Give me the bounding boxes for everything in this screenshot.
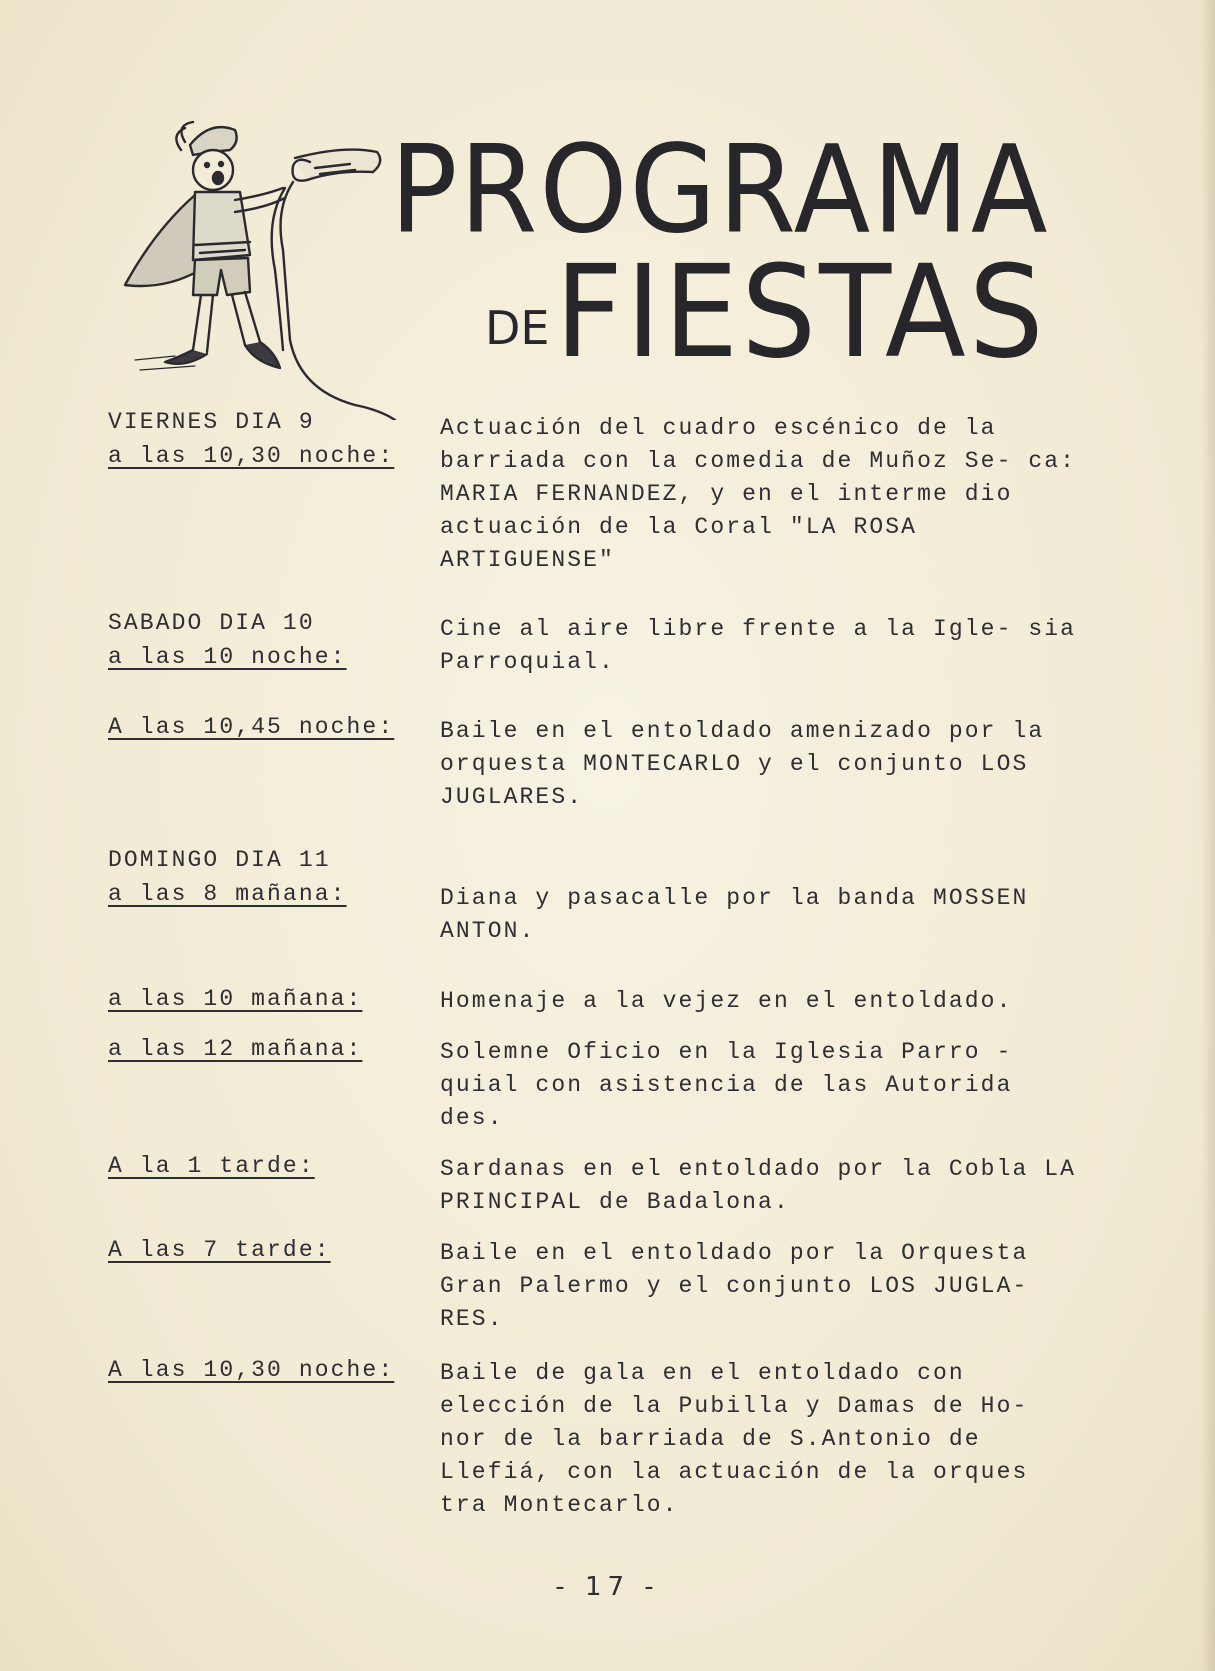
event-description: Solemne Oficio en la Iglesia Parro - quial con asistencia de las Autorida des. xyxy=(440,1039,1013,1131)
time-label: A las 10,30 noche: xyxy=(108,1357,395,1383)
event-description: Homenaje a la vejez en el entoldado. xyxy=(440,988,1013,1014)
event-description: Sardanas en el entoldado por la Cobla LA PRINCIPAL de Badalona. xyxy=(440,1156,1077,1215)
time-label: a las 10 noche: xyxy=(108,644,347,670)
event-description: Baile de gala en el entoldado con elección de la Pubilla y Damas de Ho- nor de la barriada de S.Antonio de Llefiá, con la actuación de la orques tra Montecarlo. xyxy=(440,1360,1029,1518)
day-label: DOMINGO DIA 11 xyxy=(108,847,331,873)
time-label: a las 8 mañana: xyxy=(108,881,347,907)
event-description: Baile en el entoldado por la Orquesta Gran Palermo y el conjunto LOS JUGLA- RES. xyxy=(440,1240,1029,1332)
day-label: VIERNES DIA 9 xyxy=(108,409,315,435)
page-number: - 17 - xyxy=(555,1572,660,1602)
time-label: A la 1 tarde: xyxy=(108,1153,315,1179)
event-description: Cine al aire libre frente a la Igle- sia Parroquial. xyxy=(440,616,1077,675)
event-description: Actuación del cuadro escénico de la barriada con la comedia de Muñoz Se- ca: MARIA FERNANDEZ, y en el interme dio actuación de la Coral "LA ROSA ARTIGUENSE" xyxy=(440,415,1077,573)
title-de: DE xyxy=(485,301,550,355)
title-fiestas: FIESTAS xyxy=(555,237,1047,387)
time-label: a las 10,30 noche: xyxy=(108,443,395,469)
time-label: a las 12 mañana: xyxy=(108,1036,363,1062)
time-label: A las 7 tarde: xyxy=(108,1237,331,1263)
event-description: Baile en el entoldado amenizado por la orquesta MONTECARLO y el conjunto LOS JUGLARES. xyxy=(440,718,1045,810)
event-description: Diana y pasacalle por la banda MOSSEN ANTON. xyxy=(440,885,1029,944)
time-label: A las 10,45 noche: xyxy=(108,714,395,740)
title-programa: PROGRAMA xyxy=(390,120,1050,261)
day-label: SABADO DIA 10 xyxy=(108,610,315,636)
time-label: a las 10 mañana: xyxy=(108,986,363,1012)
